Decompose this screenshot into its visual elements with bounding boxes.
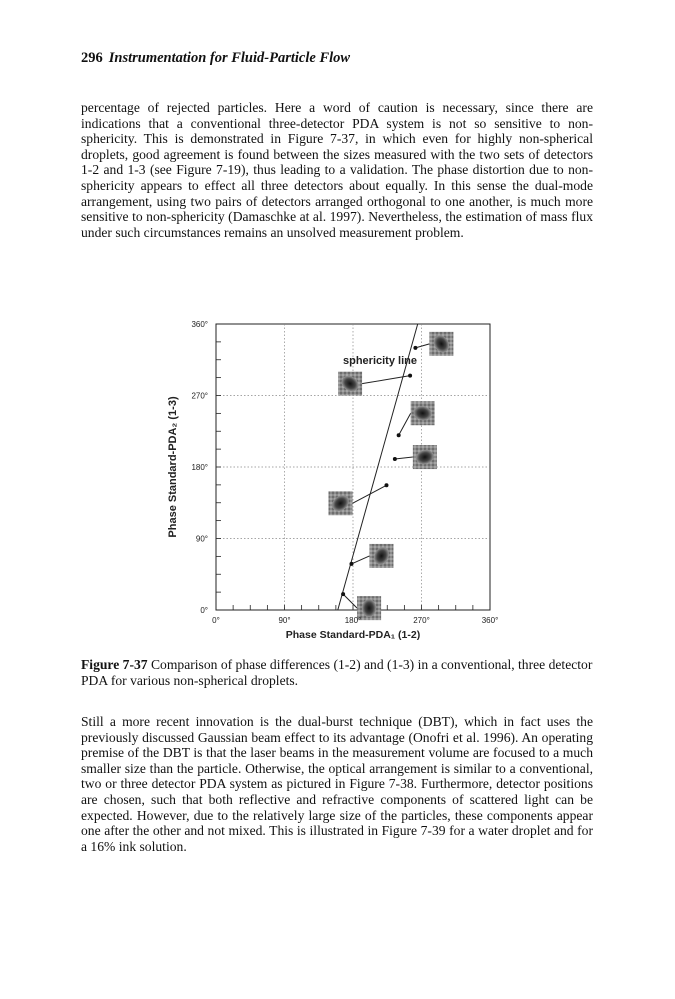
y-tick-label: 360° <box>191 320 208 329</box>
phase-comparison-chart <box>160 312 500 642</box>
y-tick-label: 270° <box>191 391 208 401</box>
figure-caption-label: Figure 7-37 <box>81 657 148 672</box>
data-point <box>413 346 417 350</box>
figure-caption <box>81 657 593 688</box>
y-tick-label: 180° <box>191 463 208 472</box>
y-tick-labels <box>191 320 208 615</box>
droplet-shape <box>362 599 376 617</box>
sphericity-line-annotation: sphericity line <box>343 355 417 367</box>
x-tick-label: 0° <box>212 616 220 625</box>
data-point <box>408 374 412 378</box>
running-header <box>81 50 350 67</box>
x-tick-label: 270° <box>413 616 430 625</box>
y-tick-label: 90° <box>195 534 208 544</box>
body-paragraph-2: Still a more recent innovation is the dual-burst technique (DBT), which in fact uses the previously discussed Gaussian beam effect to its advantage (Onofri et al. 1996). An operating premise of the DBT is that the laser beams in the measurement volume are focused to a much smaller size than the particle. Otherwise, the optical arrangement is similar to a conventional, two or three detector PDA system as pictured in Figure 7-38. Furthermore, detector positions are chosen, such that both reflective and refractive components of scattered light can be expected. However, due to the relatively large size of the particles, these components appear one after the other and not mixed. This is illustrated in Figure 7-39 for a water droplet and for a 16% ink solution. <box>81 714 593 854</box>
data-point <box>393 457 397 461</box>
body-paragraph-1: percentage of rejected particles. Here a word of caution is necessary, since there are indications that a conventional three-detector PDA system is not so sensitive to non-sphericity. This is demonstrated in Figure 7-37, in which even for highly non-spherical droplets, good agreement is found between the sizes measured with the two sets of detectors 1-2 and 1-3 (see Figure 7-19), thus leading to a validation. The phase distortion due to non-sphericity appears to effect all three detectors about equally. In this sense the dual-mode arrangement, using two pairs of detectors arranged orthogonal to one another, is much more sensitive to non-sphericity (Damaschke at al. 1997). Nevertheless, the estimation of mass flux under such circumstances remains an unsolved measurement problem. <box>81 100 593 240</box>
data-point <box>349 562 353 566</box>
y-axis-label: Phase Standard-PDA₂ (1-3) <box>167 396 179 538</box>
y-tick-label: 0° <box>200 606 208 615</box>
data-point <box>384 483 388 487</box>
x-tick-labels <box>212 616 498 625</box>
figure-caption-text: Comparison of phase differences (1-2) and (1-3) in a conventional, three detector PDA for various non-spherical droplets. <box>81 657 593 688</box>
x-tick-label: 90° <box>278 616 291 625</box>
data-point <box>397 433 401 437</box>
data-point <box>341 592 345 596</box>
page-number: 296 <box>81 50 103 66</box>
x-tick-label: 180° <box>344 616 362 625</box>
book-title: Instrumentation for Fluid-Particle Flow <box>108 50 351 66</box>
x-axis-label: Phase Standard-PDA₁ (1-2) <box>285 629 421 641</box>
x-tick-label: 360° <box>481 616 499 625</box>
